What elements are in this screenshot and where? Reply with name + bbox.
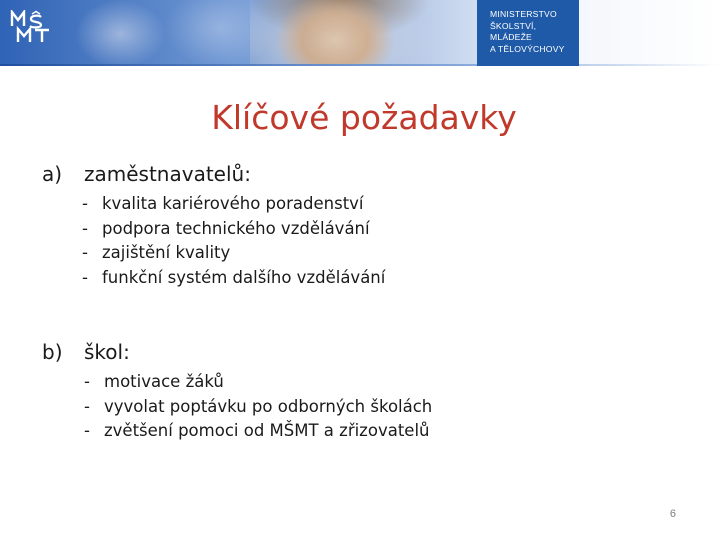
banner-photo-boy <box>250 0 430 66</box>
section-marker: b) <box>42 340 63 364</box>
section-heading-text: zaměstnavatelů: <box>84 162 251 186</box>
list-item-text: zajištění kvality <box>102 243 231 262</box>
list-item <box>84 419 432 444</box>
ministry-line: MLÁDEŽE <box>490 32 532 42</box>
header-banner <box>0 0 720 66</box>
list-item-text: kvalita kariérového poradenství <box>102 194 364 213</box>
msmt-logo-icon <box>10 10 60 44</box>
section-heading-text: škol: <box>84 340 130 364</box>
list-item-text: podpora technického vzdělávání <box>102 218 370 238</box>
page-number: 6 <box>669 508 676 520</box>
dash-bullet: - <box>84 396 90 416</box>
list-item <box>82 241 385 266</box>
section-marker: a) <box>42 162 63 186</box>
list-item-text: zvětšení pomoci od MŠMT a zřizovatelů <box>104 421 430 440</box>
list-item-text: funkční systém dalšího vzdělávání <box>102 267 386 287</box>
dash-bullet: - <box>82 194 88 213</box>
banner-photo-children <box>60 0 280 66</box>
list-item <box>84 395 432 420</box>
dash-bullet: - <box>82 243 88 262</box>
employers-requirements-list <box>82 192 385 290</box>
slide-title: Klíčové požadavky <box>211 98 517 137</box>
dash-bullet: - <box>82 267 88 287</box>
list-item <box>82 192 385 217</box>
ministry-line: ŠKOLSTVÍ, <box>490 20 537 31</box>
section-heading-employers <box>42 160 251 188</box>
list-item <box>84 370 432 395</box>
list-item <box>82 217 385 242</box>
dash-bullet: - <box>84 372 90 391</box>
banner-underline <box>0 64 720 66</box>
list-item-text: motivace žáků <box>104 372 224 391</box>
list-item-text: vyvolat poptávku po odborných školách <box>104 396 433 416</box>
section-heading-schools <box>42 338 130 366</box>
dash-bullet: - <box>84 421 90 440</box>
ministry-line: MINISTERSTVO <box>490 9 557 19</box>
ministry-line: A TĚLOVÝCHOVY <box>490 43 565 54</box>
schools-requirements-list <box>84 370 432 444</box>
list-item <box>82 266 385 291</box>
ministry-name-logo <box>477 0 579 66</box>
dash-bullet: - <box>82 218 88 238</box>
